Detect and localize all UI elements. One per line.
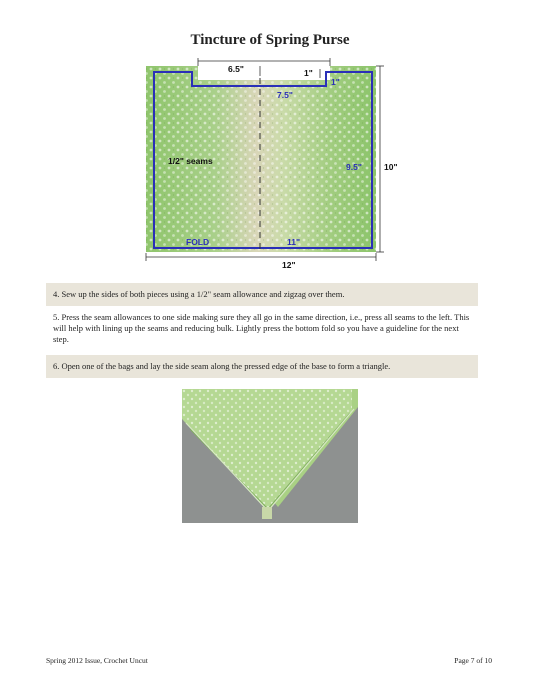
seams-label: 1/2" seams	[168, 156, 213, 166]
top-width-label: 7.5"	[277, 90, 293, 100]
side-height-label: 9.5"	[346, 162, 362, 172]
tab-label: 1"	[304, 68, 313, 78]
total-width-label: 12"	[282, 260, 296, 270]
fold-label: FOLD	[186, 237, 210, 247]
step-6: 6. Open one of the bags and lay the side seam along the pressed edge of the base to form a triangle.	[46, 355, 478, 378]
footer-left: Spring 2012 Issue, Crochet Uncut	[46, 656, 148, 665]
tab-side-label: 1"	[331, 77, 340, 87]
step-4: 4. Sew up the sides of both pieces using a 1/2" seam allowance and zigzag over them.	[46, 283, 478, 306]
purse-cutting-diagram	[140, 58, 402, 272]
footer-right: Page 7 of 10	[454, 656, 492, 665]
page-title: Tincture of Spring Purse	[190, 32, 350, 48]
opening-label: 6.5"	[228, 64, 244, 74]
folded-triangle-photo	[182, 389, 358, 523]
bottom-width-label: 11"	[287, 237, 301, 247]
total-height-label: 10"	[384, 162, 398, 172]
step-5: 5. Press the seam allowances to one side making sure they all go in the same direction, i.e., press all seams to the left. This will help with lining up the seams and reducing bulk. Lightly press the bottom fold so you have a guideline for the next step.	[53, 312, 470, 344]
